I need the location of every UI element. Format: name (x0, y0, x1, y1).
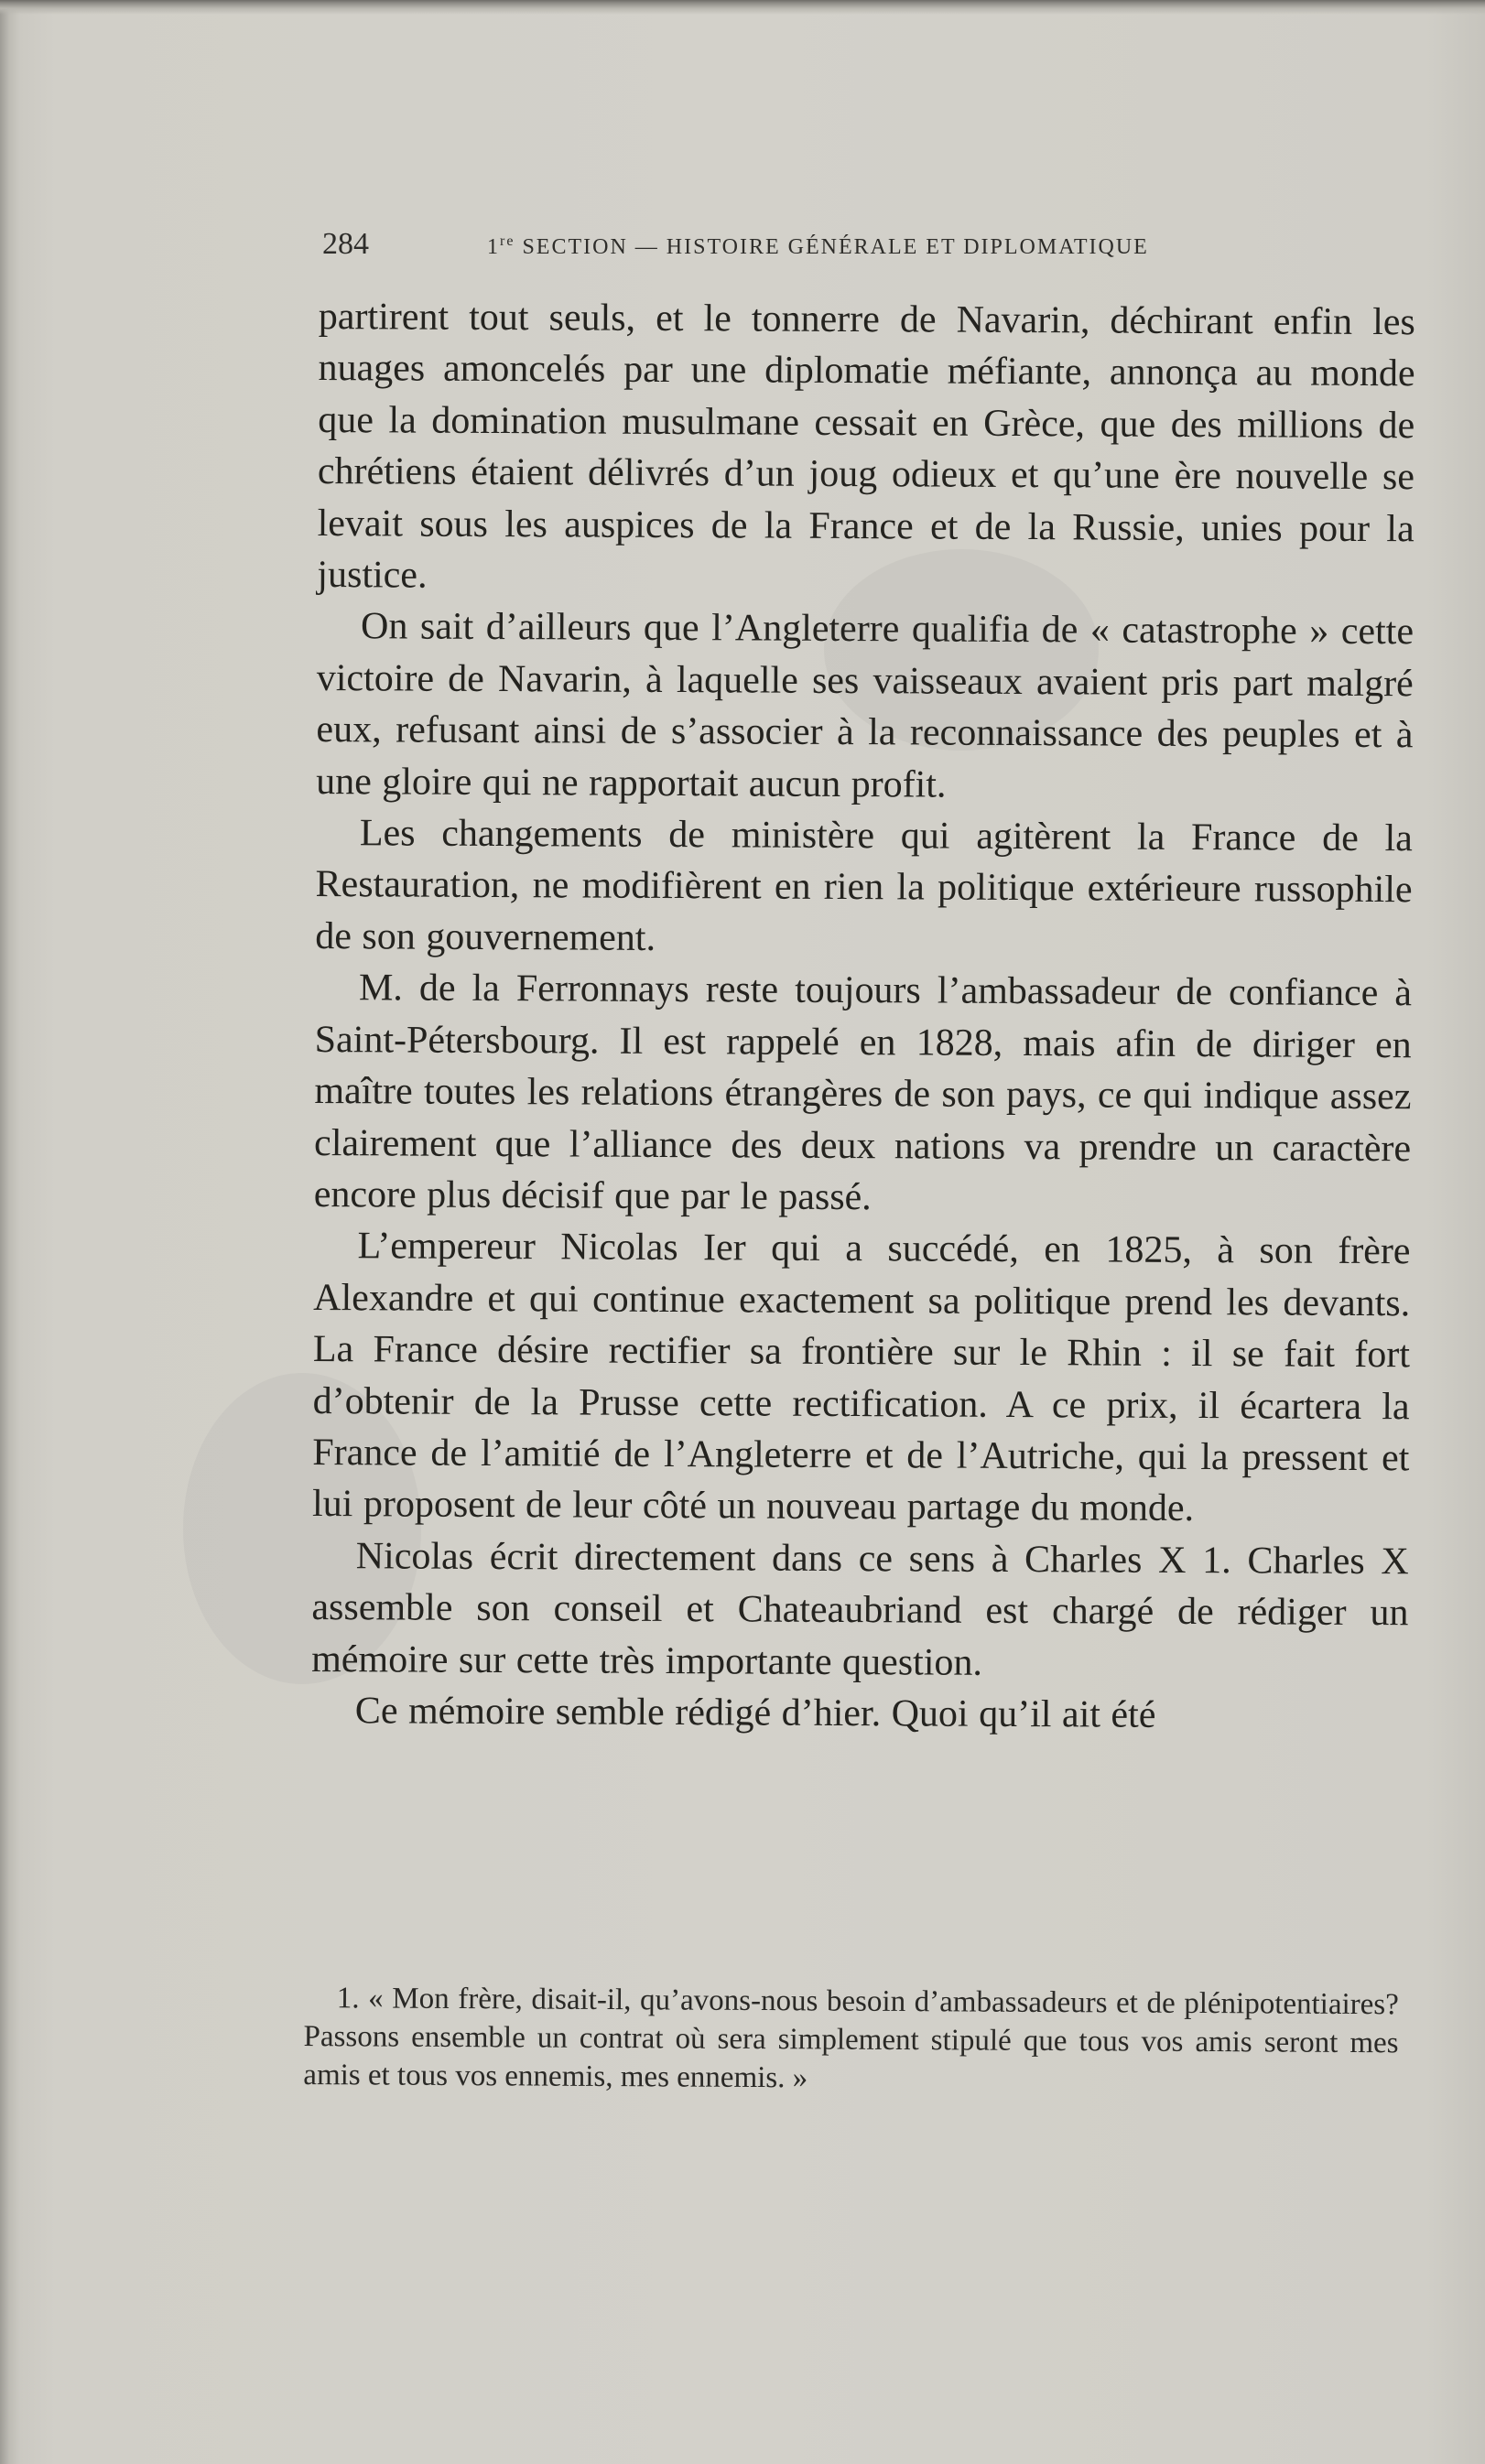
section-ordinal: 1 (487, 235, 500, 259)
paragraph: Ce mémoire semble rédigé d’hier. Quoi qu’il ait été (354, 1690, 1156, 1736)
page-top-edge (0, 0, 1485, 15)
section-title (487, 233, 1149, 260)
paragraph: L’empereur Nicolas Ier qui a succédé, en 1825, à son frère Alexandre et qui continue exactement sa politique prend les devants. La France désire rectifier sa frontière sur le Rhin : il se fait fort d’obtenir de la Prusse cette rectification. A ce prix, il écartera la France de l’amitié de l’Angleterre et de l’Autriche, qui la pressent et lui proposent de leur côté un nouveau partage du monde. (311, 1225, 1411, 1530)
body-text (311, 291, 1415, 1743)
running-head (322, 227, 1256, 264)
section-ordinal-suffix: re (500, 233, 515, 249)
section-title-text: SECTION — HISTOIRE GÉNÉRALE ET DIPLOMATIQUE (522, 235, 1149, 259)
page-number: 284 (322, 227, 369, 261)
footnotes (303, 1979, 1399, 2101)
paragraph: M. de la Ferronnays reste toujours l’ambassadeur de confiance à Saint-Pétersbourg. Il est rappelé en 1828, mais afin de diriger en maître toutes les relations étrangères de son pays, ce qui indique assez clairement que l’alliance des deux nations va prendre un caractère encore plus décisif que par le passé. (313, 967, 1413, 1219)
footnote: 1. « Mon frère, disait-il, qu’avons-nous besoin d’ambassadeurs et de plénipotentiaires? Passons ensemble un contrat où sera simplement stipulé que tous vos amis seront mes amis et tous vos ennemis, mes ennemis. » (303, 1982, 1399, 2095)
paragraph: partirent tout seuls, et le tonnerre de Navarin, déchirant enfin les nuages amoncelés par une diplomatie méfiante, annonça au monde que la domination musulmane cessait en Grèce, que des millions de chrétiens étaient délivrés d’un joug odieux et qu’une ère nouvelle se levait sous les auspices de la France et de la Russie, unies pour la justice. (317, 295, 1415, 597)
paragraph: Les changements de ministère qui agitèrent la France de la Restauration, ne modifièrent en rien la politique extérieure russophile de son gouvernement. (315, 812, 1414, 959)
paragraph: On sait d’ailleurs que l’Angleterre qualifia de « catastrophe » cette victoire de Navarin, à laquelle ses vaisseaux avaient pris part malgré eux, refusant ainsi de s’associer à la reconnaissance des peuples et à une gloire qui ne rapportait aucun profit. (316, 605, 1415, 806)
paragraph: Nicolas écrit directement dans ce sens à Charles X 1. Charles X assemble son conseil et Chateaubriand est chargé de rédiger un mémoire sur cette très importante question. (311, 1534, 1409, 1684)
